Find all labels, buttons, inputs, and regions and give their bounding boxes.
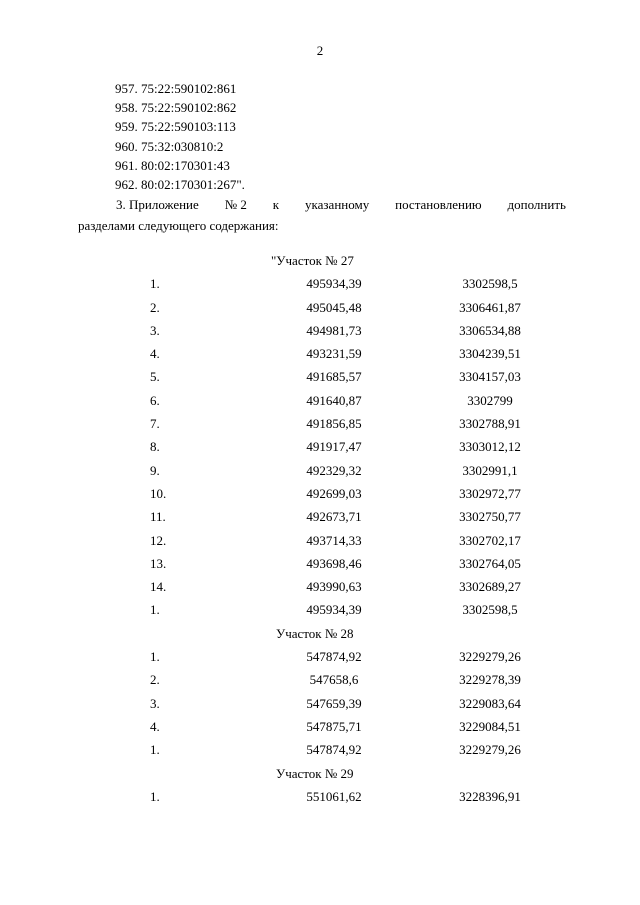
list-item: 959. 75:22:590103:113 (115, 119, 236, 135)
table-row (0, 505, 640, 528)
coordinate-x: 493714,33 (306, 532, 362, 548)
point-number: 4. (150, 346, 160, 362)
coordinate-x: 547659,39 (306, 695, 362, 711)
point-number: 1. (150, 742, 160, 758)
coordinate-x: 495045,48 (306, 299, 362, 315)
coordinate-x: 493698,46 (306, 555, 362, 571)
table-row (0, 435, 640, 458)
point-number: 5. (150, 369, 160, 385)
table-row (0, 645, 640, 668)
paragraph-line (78, 194, 566, 215)
point-number: 2. (150, 672, 160, 688)
table-row (0, 272, 640, 295)
point-number: 8. (150, 439, 160, 455)
point-number: 9. (150, 462, 160, 478)
coordinate-y: 3229279,26 (459, 742, 521, 758)
coordinate-x: 491917,47 (306, 439, 362, 455)
paragraph-word: указанному (305, 197, 370, 212)
coordinate-y: 3302702,17 (459, 532, 521, 548)
coordinate-y: 3302598,5 (462, 602, 518, 618)
table-row (0, 319, 640, 342)
coordinate-x: 491685,57 (306, 369, 362, 385)
section-heading-row (0, 762, 640, 785)
point-number: 1. (150, 602, 160, 618)
coordinate-y: 3302598,5 (462, 276, 518, 292)
table-row (0, 552, 640, 575)
point-number: 7. (150, 416, 160, 432)
coordinate-y: 3302764,05 (459, 555, 521, 571)
coordinate-y: 3306461,87 (459, 299, 521, 315)
table-row (0, 692, 640, 715)
list-item: 957. 75:22:590102:861 (115, 81, 237, 96)
point-number: 11. (150, 509, 166, 525)
table-row (0, 598, 640, 621)
table-row (0, 296, 640, 319)
point-number: 2. (150, 299, 160, 315)
coordinate-x: 492699,03 (306, 485, 362, 501)
table-row (0, 389, 640, 412)
point-number: 3. (150, 695, 160, 711)
table-row (0, 342, 640, 365)
coordinate-y: 3304157,03 (459, 369, 521, 385)
table-row (0, 482, 640, 505)
coordinate-x: 551061,62 (306, 788, 362, 804)
coordinate-y: 3302689,27 (459, 579, 521, 595)
section-heading-row (0, 249, 640, 272)
amendment-paragraph (78, 194, 566, 236)
point-number: 13. (150, 555, 167, 571)
coordinate-y: 3302972,77 (459, 485, 521, 501)
cadastral-number-list (115, 79, 595, 194)
table-row (0, 365, 640, 388)
point-number: 6. (150, 392, 160, 408)
coordinate-y: 3229084,51 (459, 718, 521, 734)
list-item: 962. 80:02:170301:267". (115, 176, 245, 192)
table-row (0, 668, 640, 691)
section-title: "Участок № 27 (271, 253, 354, 268)
point-number: 12. (150, 532, 167, 548)
coordinate-x: 495934,39 (306, 276, 362, 292)
coordinate-y: 3303012,12 (459, 439, 521, 455)
coordinate-x: 491856,85 (306, 416, 362, 432)
section-title: Участок № 29 (276, 765, 354, 781)
coordinate-x: 492673,71 (306, 509, 362, 525)
table-row (0, 575, 640, 598)
section-title: Участок № 28 (276, 625, 354, 641)
paragraph-word: дополнить (507, 197, 566, 212)
coordinate-y: 3306534,88 (459, 322, 521, 338)
coordinate-y: 3302799 (467, 392, 513, 408)
point-number: 1. (150, 649, 160, 665)
point-number: 1. (150, 788, 160, 804)
point-number: 10. (150, 485, 167, 501)
coordinate-x: 547875,71 (306, 718, 362, 734)
coordinate-x: 493231,59 (306, 346, 362, 362)
paragraph-word: № 2 (224, 197, 247, 212)
section-heading-row (0, 622, 640, 645)
paragraph-word: постановлению (395, 197, 482, 212)
table-row (0, 785, 640, 808)
page-number: 2 (316, 43, 324, 58)
list-item: 961. 80:02:170301:43 (115, 157, 230, 173)
point-number: 1. (150, 276, 160, 292)
coordinate-x: 492329,32 (306, 462, 362, 478)
coordinate-x: 495934,39 (306, 602, 362, 618)
coordinate-x: 547658,6 (309, 672, 359, 688)
table-row (0, 715, 640, 738)
coordinate-x: 493990,63 (306, 579, 362, 595)
table-row (0, 412, 640, 435)
point-number: 3. (150, 322, 160, 338)
table-row (0, 738, 640, 761)
coordinate-y: 3302788,91 (459, 416, 521, 432)
coordinate-y: 3304239,51 (459, 346, 521, 362)
coordinate-y: 3228396,91 (459, 788, 521, 804)
list-item: 960. 75:32:030810:2 (115, 138, 224, 154)
point-number: 4. (150, 718, 160, 734)
table-row (0, 459, 640, 482)
paragraph-word: к (272, 197, 280, 212)
coordinate-y: 3229278,39 (459, 672, 521, 688)
coordinate-x: 494981,73 (306, 322, 362, 338)
paragraph-line: разделами следующего содержания: (78, 218, 279, 233)
table-row (0, 529, 640, 552)
coordinate-x: 547874,92 (306, 649, 362, 665)
coordinate-y: 3229083,64 (459, 695, 521, 711)
coordinate-y: 3302991,1 (462, 462, 518, 478)
coordinates-table (0, 249, 640, 808)
point-number: 14. (150, 579, 167, 595)
list-item: 958. 75:22:590102:862 (115, 100, 237, 116)
coordinate-x: 491640,87 (306, 392, 362, 408)
coordinate-x: 547874,92 (306, 742, 362, 758)
coordinate-y: 3229279,26 (459, 649, 521, 665)
paragraph-word: 3. Приложение (116, 197, 199, 212)
coordinate-y: 3302750,77 (459, 509, 521, 525)
